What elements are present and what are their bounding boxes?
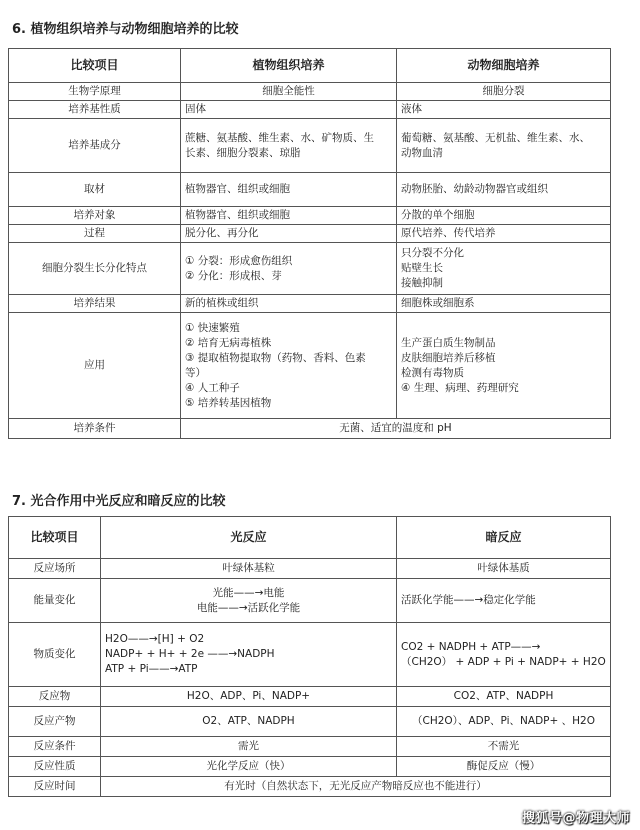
watermark: 搜狐号@物理大师 bbox=[521, 811, 630, 826]
cell-line: CO2、ATP、NADPH bbox=[453, 690, 554, 702]
cell-line: 长素、细胞分裂素、琼脂 bbox=[185, 146, 301, 159]
cell-line: 生产蛋白质生物制品 bbox=[401, 336, 496, 349]
cell-line: H2O、ADP、Pi、NADP+ bbox=[186, 690, 311, 702]
cell-line: ① 分裂：形成愈伤组织 bbox=[185, 254, 293, 267]
cell-line: 新的植株或组织 bbox=[185, 297, 259, 309]
table-row bbox=[9, 173, 611, 207]
cell-line: ① 快速繁殖 bbox=[185, 321, 240, 334]
cell-line: 细胞全能性 bbox=[262, 85, 315, 97]
animal-cell bbox=[397, 173, 611, 207]
table-row bbox=[9, 243, 611, 295]
row-label: 细胞分裂生长分化特点 bbox=[9, 243, 181, 295]
row-label: 培养结果 bbox=[9, 295, 181, 313]
tissue-culture-comparison-table bbox=[8, 48, 611, 439]
cell-line: 植物器官、组织或细胞 bbox=[185, 183, 290, 195]
cell-line: 只分裂不分化 bbox=[401, 247, 464, 259]
plant-cell bbox=[181, 243, 397, 295]
cell-line: NADP+ + H+ + 2e ——→NADPH bbox=[105, 648, 275, 660]
cell-line: 电能——→活跃化学能 bbox=[196, 601, 301, 614]
row-label: 反应时间 bbox=[9, 777, 101, 797]
dark-cell bbox=[397, 737, 611, 757]
cell-line: 叶绿体基粒 bbox=[222, 562, 275, 574]
row-label: 取材 bbox=[9, 173, 181, 207]
plant-cell bbox=[181, 295, 397, 313]
cell-line: 检测有毒物质 bbox=[401, 366, 464, 379]
dark-cell bbox=[397, 559, 611, 579]
cell-line: 细胞株或细胞系 bbox=[401, 297, 475, 309]
row-label: 培养对象 bbox=[9, 207, 181, 225]
table-header-row bbox=[9, 49, 611, 83]
cell-line: 脱分化、再分化 bbox=[185, 227, 259, 239]
table-row bbox=[9, 295, 611, 313]
row-label: 培养基性质 bbox=[9, 101, 181, 119]
header-dark-reaction: 暗反应 bbox=[397, 517, 611, 559]
dark-cell bbox=[397, 757, 611, 777]
animal-cell bbox=[397, 207, 611, 225]
animal-cell bbox=[397, 313, 611, 419]
table-header-row bbox=[9, 517, 611, 559]
light-cell bbox=[101, 579, 397, 623]
table-row bbox=[9, 757, 611, 777]
photosynthesis-comparison-table bbox=[8, 516, 611, 797]
animal-cell bbox=[397, 101, 611, 119]
plant-cell bbox=[181, 83, 397, 101]
cell-line: 不需光 bbox=[487, 740, 520, 752]
light-cell bbox=[101, 687, 397, 707]
animal-cell bbox=[397, 295, 611, 313]
cell-line: 原代培养、传代培养 bbox=[401, 227, 496, 239]
dark-cell bbox=[397, 707, 611, 737]
row-label: 培养基成分 bbox=[9, 119, 181, 173]
animal-cell bbox=[397, 243, 611, 295]
cell-line: 葡萄糖、氨基酸、无机盐、维生素、水、 bbox=[401, 131, 590, 144]
cell-line: 活跃化学能——→稳定化学能 bbox=[401, 594, 536, 606]
section-title-photosynthesis: 7. 光合作用中光反应和暗反应的比较 bbox=[12, 494, 226, 509]
cell-line: H2O——→[H] + O2 bbox=[105, 633, 205, 645]
cell-line: 动物血清 bbox=[401, 146, 443, 159]
cell-line: （CH2O）、ADP、Pi、NADP+ 、H2O bbox=[412, 715, 595, 727]
dark-cell bbox=[397, 623, 611, 687]
plant-cell bbox=[181, 207, 397, 225]
cell-line: 叶绿体基质 bbox=[477, 562, 530, 574]
table-row bbox=[9, 225, 611, 243]
cell-line: 固体 bbox=[185, 103, 206, 115]
cell-line: ATP + Pi——→ATP bbox=[105, 663, 198, 675]
header-animal-culture: 动物细胞培养 bbox=[397, 49, 611, 83]
row-label: 反应性质 bbox=[9, 757, 101, 777]
cell-line: ② 培育无病毒植株 bbox=[185, 336, 272, 349]
cell-line: ④ 生理、病理、药理研究 bbox=[401, 381, 519, 394]
table-row bbox=[9, 119, 611, 173]
row-label: 应用 bbox=[9, 313, 181, 419]
table-row bbox=[9, 687, 611, 707]
plant-cell bbox=[181, 313, 397, 419]
cell-line: ② 分化：形成根、芽 bbox=[185, 269, 282, 282]
animal-cell bbox=[397, 83, 611, 101]
row-label: 反应产物 bbox=[9, 707, 101, 737]
row-label: 培养条件 bbox=[9, 419, 181, 439]
plant-cell bbox=[181, 101, 397, 119]
cell-line: ⑤ 培养转基因植物 bbox=[185, 396, 272, 409]
table-row bbox=[9, 737, 611, 757]
table-row bbox=[9, 579, 611, 623]
row-label: 过程 bbox=[9, 225, 181, 243]
row-label: 反应条件 bbox=[9, 737, 101, 757]
table-row bbox=[9, 83, 611, 101]
cell-line: ④ 人工种子 bbox=[185, 381, 240, 394]
light-cell bbox=[101, 707, 397, 737]
light-cell bbox=[101, 623, 397, 687]
cell-line: 光能——→电能 bbox=[212, 586, 285, 599]
dark-cell bbox=[397, 579, 611, 623]
cell-line: 分散的单个细胞 bbox=[401, 209, 475, 221]
plant-cell bbox=[181, 173, 397, 207]
light-cell bbox=[101, 559, 397, 579]
table-row bbox=[9, 777, 611, 797]
cell-line: 接触抑制 bbox=[401, 277, 443, 289]
cell-line: 动物胚胎、幼龄动物器官或组织 bbox=[401, 183, 548, 195]
cell-line: O2、ATP、NADPH bbox=[202, 715, 295, 727]
cell-line: CO2 + NADPH + ATP——→ bbox=[401, 640, 541, 653]
header-compare-item: 比较项目 bbox=[9, 517, 101, 559]
cell-line: 等） bbox=[185, 366, 206, 379]
light-cell bbox=[101, 737, 397, 757]
table-row bbox=[9, 559, 611, 579]
header-plant-culture: 植物组织培养 bbox=[181, 49, 397, 83]
cell-line: 皮肤细胞培养后移植 bbox=[401, 351, 496, 364]
table-row bbox=[9, 623, 611, 687]
cell-line: 细胞分裂 bbox=[482, 85, 525, 97]
animal-cell bbox=[397, 119, 611, 173]
header-light-reaction: 光反应 bbox=[101, 517, 397, 559]
row-label: 反应场所 bbox=[9, 559, 101, 579]
animal-cell bbox=[397, 225, 611, 243]
table-row bbox=[9, 419, 611, 439]
merged-value-cell: 有光时（自然状态下，无光反应产物暗反应也不能进行） bbox=[101, 777, 611, 797]
header-compare-item: 比较项目 bbox=[9, 49, 181, 83]
cell-line: ③ 提取植物提取物（药物、香料、色素 bbox=[185, 351, 366, 364]
cell-line: 光化学反应（快） bbox=[206, 760, 291, 772]
cell-line: 需光 bbox=[238, 740, 259, 752]
row-label: 反应物 bbox=[9, 687, 101, 707]
row-label: 能量变化 bbox=[9, 579, 101, 623]
section-title-tissue-culture: 6. 植物组织培养与动物细胞培养的比较 bbox=[12, 22, 239, 37]
light-cell bbox=[101, 757, 397, 777]
cell-line: （CH2O） + ADP + Pi + NADP+ + H2O bbox=[401, 655, 606, 668]
row-label: 生物学原理 bbox=[9, 83, 181, 101]
cell-line: 液体 bbox=[401, 103, 422, 115]
plant-cell bbox=[181, 119, 397, 173]
table-row bbox=[9, 313, 611, 419]
cell-line: 酶促反应（慢） bbox=[466, 760, 541, 772]
table-row bbox=[9, 101, 611, 119]
table-row bbox=[9, 707, 611, 737]
table-row bbox=[9, 207, 611, 225]
cell-line: 贴壁生长 bbox=[401, 262, 443, 274]
dark-cell bbox=[397, 687, 611, 707]
cell-line: 植物器官、组织或细胞 bbox=[185, 209, 290, 221]
plant-cell bbox=[181, 225, 397, 243]
merged-value-cell: 无菌、适宜的温度和 pH bbox=[181, 419, 611, 439]
cell-line: 蔗糖、氨基酸、维生素、水、矿物质、生 bbox=[185, 131, 374, 144]
row-label: 物质变化 bbox=[9, 623, 101, 687]
